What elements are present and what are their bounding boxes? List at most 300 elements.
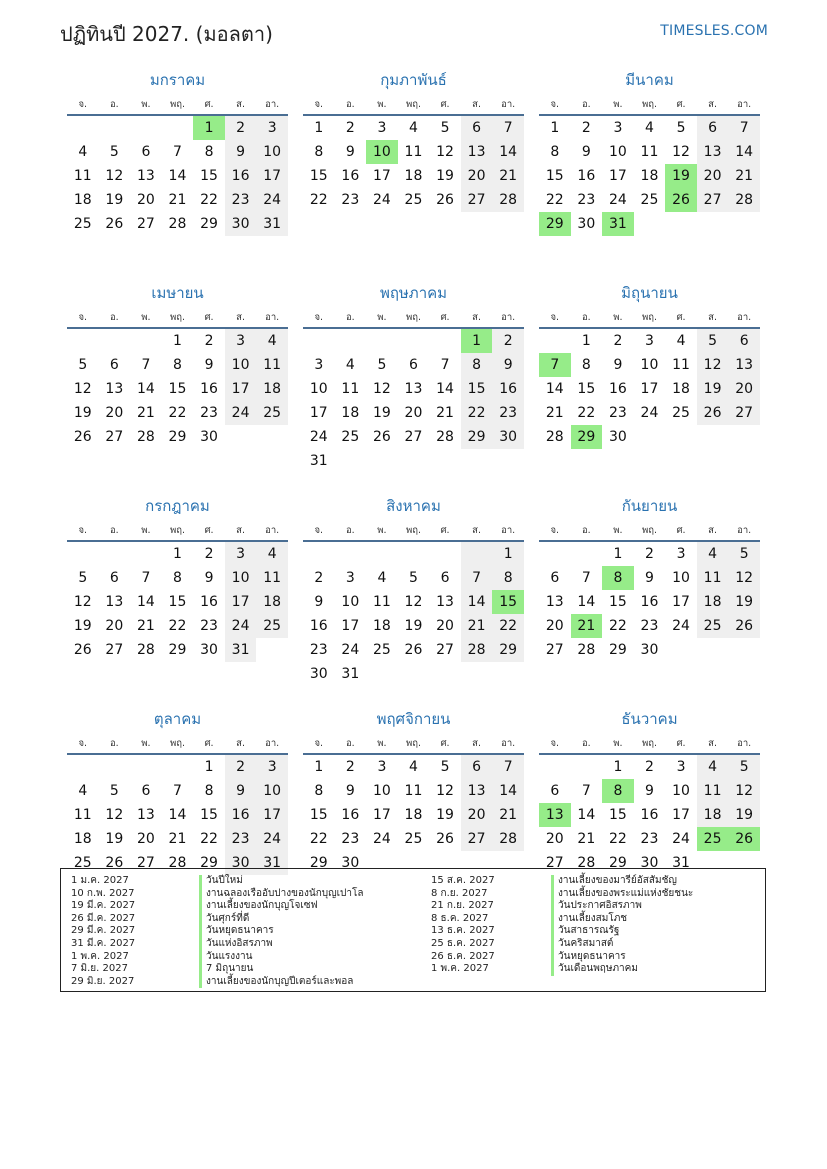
legend-holiday-name: วันคริสมาสต์	[551, 938, 693, 951]
day-cell: 2	[613, 333, 623, 349]
month-block	[303, 68, 524, 281]
day-cell: 23	[200, 618, 218, 634]
weekday-label: จ.	[550, 525, 560, 536]
empty-cell	[429, 329, 461, 353]
weekday-label: พ.	[377, 312, 387, 323]
day-cell: 29	[608, 642, 627, 658]
weekday-header	[67, 731, 288, 755]
weekday-label: จ.	[314, 738, 324, 749]
day-cell: 7	[440, 357, 450, 373]
day-cell: 10	[225, 353, 257, 377]
day-cell: 20	[461, 164, 493, 188]
day-cell: 2	[204, 546, 214, 562]
day-cell: 5	[728, 542, 760, 566]
empty-cell	[398, 329, 430, 353]
day-cell: 25	[697, 614, 729, 638]
day-cell: 22	[577, 405, 596, 421]
day-cell: 24	[672, 618, 690, 634]
day-cell: 4	[256, 542, 288, 566]
empty-cell	[398, 542, 430, 566]
weekday-header	[539, 518, 760, 542]
day-cell: 25	[256, 614, 288, 638]
week-row	[67, 377, 288, 401]
day-cell: 15	[461, 377, 493, 401]
holiday-day: 10	[366, 140, 398, 164]
weekday-label: พ.	[141, 738, 151, 749]
day-cell: 2	[225, 116, 257, 140]
day-cell: 26	[404, 642, 423, 658]
legend-holiday-name: วันศุกร์ที่ดี	[199, 913, 364, 926]
day-cell: 25	[404, 192, 423, 208]
week-row	[303, 755, 524, 779]
weekday-label: ส.	[472, 738, 481, 749]
day-cell: 25	[73, 855, 92, 871]
empty-cell	[303, 329, 335, 353]
weekday-label: อ.	[581, 99, 591, 110]
day-cell: 2	[345, 759, 355, 775]
calendar-grid	[67, 68, 760, 920]
week-row	[539, 803, 760, 827]
day-cell: 4	[78, 783, 88, 799]
day-cell: 4	[377, 570, 387, 586]
empty-cell	[99, 755, 131, 779]
day-cell: 30	[225, 212, 257, 236]
day-cell: 19	[728, 803, 760, 827]
day-cell: 10	[225, 566, 257, 590]
day-cell: 10	[608, 144, 627, 160]
weekday-label: พ.	[613, 738, 623, 749]
legend-left-dates	[71, 875, 135, 988]
day-cell: 3	[225, 542, 257, 566]
day-cell: 9	[645, 783, 654, 799]
day-cell: 12	[728, 779, 760, 803]
day-cell: 20	[545, 831, 564, 847]
day-cell: 12	[436, 144, 454, 160]
weekday-label: ศ.	[676, 99, 686, 110]
day-cell: 26	[73, 429, 92, 445]
legend-holiday-name: งานเลี้ยงของมารีย์อัสสัมชัญ	[551, 875, 693, 888]
weekday-label: อา.	[265, 99, 280, 110]
day-cell: 11	[697, 779, 729, 803]
weekday-header	[67, 92, 288, 116]
empty-cell	[162, 755, 194, 779]
month-name: กรกฎาคม	[145, 497, 210, 515]
day-cell: 6	[109, 357, 119, 373]
day-cell: 6	[141, 144, 151, 160]
legend-holiday-date: 10 ก.พ. 2027	[71, 887, 135, 899]
holiday-day: 29	[571, 425, 603, 449]
empty-cell	[99, 329, 131, 353]
month-block	[303, 494, 524, 707]
day-cell: 21	[492, 164, 524, 188]
day-cell: 17	[225, 590, 257, 614]
weekday-label: ส.	[236, 525, 245, 536]
month-name: ตุลาคม	[153, 710, 202, 728]
day-cell: 26	[105, 216, 124, 232]
day-cell: 4	[256, 329, 288, 353]
day-cell: 23	[577, 192, 596, 208]
week-row	[303, 779, 524, 803]
empty-cell	[99, 116, 131, 140]
day-cell: 25	[73, 216, 92, 232]
weekday-label: พฤ.	[405, 738, 421, 749]
day-cell: 25	[372, 642, 391, 658]
day-cell: 14	[492, 779, 524, 803]
holiday-day: 29	[539, 212, 571, 236]
day-cell: 28	[136, 429, 155, 445]
day-cell: 17	[309, 405, 328, 421]
day-cell: 30	[492, 425, 524, 449]
empty-cell	[539, 329, 571, 353]
day-cell: 15	[200, 168, 218, 184]
week-row	[67, 329, 288, 353]
day-cell: 1	[173, 546, 182, 562]
empty-cell	[571, 542, 603, 566]
day-cell: 15	[168, 594, 187, 610]
day-cell: 24	[225, 614, 257, 638]
weekday-label: พฤ.	[169, 312, 185, 323]
month-block	[539, 494, 760, 707]
day-cell: 2	[581, 120, 591, 136]
weekday-label: พ.	[377, 99, 387, 110]
week-row	[67, 188, 288, 212]
day-cell: 5	[109, 144, 119, 160]
day-cell: 18	[404, 807, 423, 823]
week-row	[539, 188, 760, 212]
empty-cell	[335, 542, 367, 566]
legend-holiday-date: 29 มี.ค. 2027	[71, 925, 136, 937]
empty-cell	[303, 542, 335, 566]
empty-cell	[634, 212, 666, 236]
legend-holiday-name: วันสาธารณรัฐ	[551, 925, 693, 938]
day-cell: 20	[461, 803, 493, 827]
day-cell: 22	[492, 614, 524, 638]
day-cell: 27	[404, 429, 423, 445]
day-cell: 2	[645, 546, 654, 562]
day-cell: 26	[436, 192, 454, 208]
day-cell: 25	[341, 429, 360, 445]
day-cell: 7	[581, 783, 591, 799]
week-row	[539, 212, 760, 236]
week-row	[539, 590, 760, 614]
day-cell: 3	[256, 755, 288, 779]
day-cell: 16	[577, 168, 596, 184]
day-cell: 12	[372, 381, 391, 397]
day-cell: 19	[73, 405, 92, 421]
day-cell: 21	[728, 164, 760, 188]
day-cell: 1	[314, 120, 324, 136]
day-cell: 28	[545, 429, 564, 445]
month-name: ธันวาคม	[621, 710, 678, 728]
day-cell: 27	[105, 642, 124, 658]
empty-cell	[697, 638, 729, 662]
day-cell: 6	[141, 783, 151, 799]
day-cell: 5	[676, 120, 686, 136]
weekday-label: ส.	[236, 99, 245, 110]
weekday-label: ศ.	[204, 738, 214, 749]
legend-holiday-date: 21 ก.ย. 2027	[431, 900, 494, 912]
day-cell: 6	[550, 570, 560, 586]
day-cell: 15	[168, 381, 187, 397]
week-row	[539, 755, 760, 779]
legend-holiday-name: วันแรงงาน	[199, 951, 364, 964]
week-row	[67, 542, 288, 566]
day-cell: 4	[345, 357, 355, 373]
day-cell: 19	[728, 590, 760, 614]
day-cell: 5	[697, 329, 729, 353]
legend-right-dates	[431, 875, 495, 976]
day-cell: 23	[640, 618, 659, 634]
month-name: มกราคม	[149, 71, 206, 89]
empty-cell	[398, 662, 430, 686]
legend-holiday-name: วันปีใหม่	[199, 875, 364, 888]
day-cell: 1	[581, 333, 591, 349]
day-cell: 23	[309, 642, 328, 658]
weekday-label: ศ.	[676, 738, 686, 749]
day-cell: 19	[372, 405, 391, 421]
day-cell: 3	[345, 570, 355, 586]
weekday-label: ศ.	[676, 312, 686, 323]
day-cell: 7	[728, 116, 760, 140]
day-cell: 18	[640, 168, 659, 184]
weekday-label: ศ.	[204, 312, 214, 323]
week-row	[539, 827, 760, 851]
weekday-label: พฤ.	[641, 99, 657, 110]
day-cell: 25	[640, 192, 659, 208]
week-row	[539, 638, 760, 662]
day-cell: 24	[640, 405, 659, 421]
empty-cell	[492, 449, 524, 473]
legend-left-names	[199, 875, 364, 988]
week-row	[303, 329, 524, 353]
day-cell: 17	[640, 381, 659, 397]
week-row	[303, 188, 524, 212]
day-cell: 9	[225, 140, 257, 164]
day-cell: 30	[200, 429, 218, 445]
day-cell: 9	[345, 783, 355, 799]
empty-cell	[130, 542, 162, 566]
week-row	[539, 353, 760, 377]
day-cell: 9	[314, 594, 324, 610]
weekday-label: ส.	[708, 312, 717, 323]
weekday-header	[539, 731, 760, 755]
holiday-day: 25	[697, 827, 729, 851]
day-cell: 28	[136, 642, 155, 658]
day-cell: 30	[225, 851, 257, 875]
legend-holiday-name: วันแห่งอิสรภาพ	[199, 938, 364, 951]
day-cell: 19	[436, 807, 454, 823]
empty-cell	[539, 755, 571, 779]
day-cell: 2	[645, 759, 654, 775]
weekday-label: ศ.	[440, 312, 450, 323]
week-row	[539, 377, 760, 401]
weekday-header	[67, 518, 288, 542]
legend-holiday-name: วันเดือนพฤษภาคม	[551, 963, 693, 976]
month-name: มิถุนายน	[621, 284, 678, 302]
day-cell: 6	[461, 755, 493, 779]
day-cell: 1	[550, 120, 560, 136]
day-cell: 17	[341, 618, 360, 634]
week-row	[67, 779, 288, 803]
day-cell: 4	[78, 144, 88, 160]
day-cell: 15	[577, 381, 596, 397]
day-cell: 14	[545, 381, 564, 397]
day-cell: 28	[577, 855, 596, 871]
day-cell: 11	[372, 594, 391, 610]
week-row	[67, 590, 288, 614]
day-cell: 16	[492, 377, 524, 401]
day-cell: 3	[377, 120, 387, 136]
day-cell: 21	[577, 831, 596, 847]
day-cell: 21	[136, 618, 155, 634]
day-cell: 10	[672, 570, 690, 586]
empty-cell	[665, 212, 697, 236]
day-cell: 24	[341, 642, 360, 658]
day-cell: 27	[461, 188, 493, 212]
holiday-legend	[60, 868, 766, 992]
weekday-label: อ.	[109, 312, 119, 323]
day-cell: 18	[697, 803, 729, 827]
day-cell: 2	[204, 333, 214, 349]
legend-holiday-date: 1 ม.ค. 2027	[71, 875, 129, 886]
weekday-label: อ.	[109, 99, 119, 110]
week-row	[539, 566, 760, 590]
day-cell: 12	[697, 353, 729, 377]
day-cell: 25	[256, 401, 288, 425]
day-cell: 3	[225, 329, 257, 353]
day-cell: 1	[173, 333, 182, 349]
weekday-label: อา.	[265, 738, 280, 749]
empty-cell	[366, 329, 398, 353]
weekday-label: ศ.	[440, 738, 450, 749]
day-cell: 2	[492, 329, 524, 353]
day-cell: 1	[204, 759, 214, 775]
weekday-label: อ.	[345, 99, 355, 110]
day-cell: 6	[728, 329, 760, 353]
day-cell: 8	[581, 357, 591, 373]
empty-cell	[728, 638, 760, 662]
day-cell: 12	[728, 566, 760, 590]
day-cell: 20	[105, 618, 124, 634]
day-cell: 3	[377, 759, 387, 775]
weekday-label: พ.	[141, 312, 151, 323]
day-cell: 28	[577, 642, 596, 658]
day-cell: 27	[545, 855, 564, 871]
week-row	[539, 614, 760, 638]
weekday-label: พ.	[141, 99, 151, 110]
empty-cell	[67, 116, 99, 140]
holiday-day: 31	[602, 212, 634, 236]
day-cell: 12	[436, 783, 454, 799]
legend-holiday-date: 1 พ.ค. 2027	[71, 950, 129, 962]
day-cell: 19	[697, 377, 729, 401]
day-cell: 8	[314, 144, 324, 160]
empty-cell	[67, 542, 99, 566]
day-cell: 2	[314, 570, 324, 586]
day-cell: 21	[545, 405, 564, 421]
day-cell: 14	[577, 594, 596, 610]
weekday-label: อา.	[737, 312, 752, 323]
brand-link[interactable]: TIMESLES.COM	[660, 23, 768, 39]
weekday-label: พ.	[613, 99, 623, 110]
day-cell: 2	[225, 755, 257, 779]
holiday-day: 26	[665, 188, 697, 212]
day-cell: 7	[173, 144, 182, 160]
day-cell: 23	[341, 192, 360, 208]
day-cell: 24	[608, 192, 627, 208]
empty-cell	[539, 542, 571, 566]
legend-holiday-date: 29 มิ.ย. 2027	[71, 975, 135, 987]
day-cell: 30	[200, 642, 218, 658]
day-cell: 11	[404, 783, 423, 799]
day-cell: 22	[200, 831, 218, 847]
empty-cell	[429, 542, 461, 566]
day-cell: 15	[608, 594, 627, 610]
legend-holiday-name: วันประกาศอิสรภาพ	[551, 900, 693, 913]
day-cell: 27	[136, 216, 155, 232]
day-cell: 20	[105, 405, 124, 421]
day-cell: 21	[492, 803, 524, 827]
day-cell: 27	[545, 642, 564, 658]
day-cell: 13	[105, 381, 124, 397]
month-block	[67, 68, 288, 281]
day-cell: 8	[492, 566, 524, 590]
empty-cell	[697, 425, 729, 449]
weekday-label: อา.	[501, 738, 516, 749]
day-cell: 30	[309, 666, 328, 682]
day-cell: 24	[225, 401, 257, 425]
day-cell: 7	[173, 783, 182, 799]
day-cell: 18	[256, 377, 288, 401]
month-name: กันยายน	[621, 497, 678, 515]
empty-cell	[492, 662, 524, 686]
day-cell: 14	[577, 807, 596, 823]
weekday-label: จ.	[78, 738, 88, 749]
weekday-header	[303, 731, 524, 755]
day-cell: 6	[409, 357, 418, 373]
day-cell: 3	[676, 546, 686, 562]
day-cell: 22	[168, 618, 187, 634]
weekday-label: ศ.	[204, 525, 214, 536]
page-title: ปฏิทินปี 2027. (มอลตา)	[60, 22, 273, 46]
weekday-label: ส.	[708, 738, 717, 749]
holiday-day: 21	[571, 614, 603, 638]
weekday-label: พฤ.	[405, 525, 421, 536]
month-block	[303, 281, 524, 494]
day-cell: 29	[168, 429, 187, 445]
week-row	[67, 116, 288, 140]
weekday-label: ส.	[472, 525, 481, 536]
day-cell: 28	[492, 188, 524, 212]
day-cell: 8	[173, 357, 182, 373]
empty-cell	[634, 425, 666, 449]
day-cell: 12	[73, 594, 92, 610]
weekday-header	[303, 305, 524, 329]
day-cell: 14	[168, 807, 187, 823]
day-cell: 11	[73, 807, 92, 823]
day-cell: 26	[73, 642, 92, 658]
day-cell: 20	[728, 377, 760, 401]
day-cell: 24	[672, 831, 690, 847]
month-block	[67, 494, 288, 707]
day-cell: 22	[461, 401, 493, 425]
day-cell: 29	[492, 638, 524, 662]
legend-holiday-date: 7 มิ.ย. 2027	[71, 963, 128, 975]
day-cell: 11	[640, 144, 659, 160]
month-name: เมษายน	[151, 284, 204, 302]
day-cell: 16	[341, 807, 360, 823]
day-cell: 20	[404, 405, 423, 421]
